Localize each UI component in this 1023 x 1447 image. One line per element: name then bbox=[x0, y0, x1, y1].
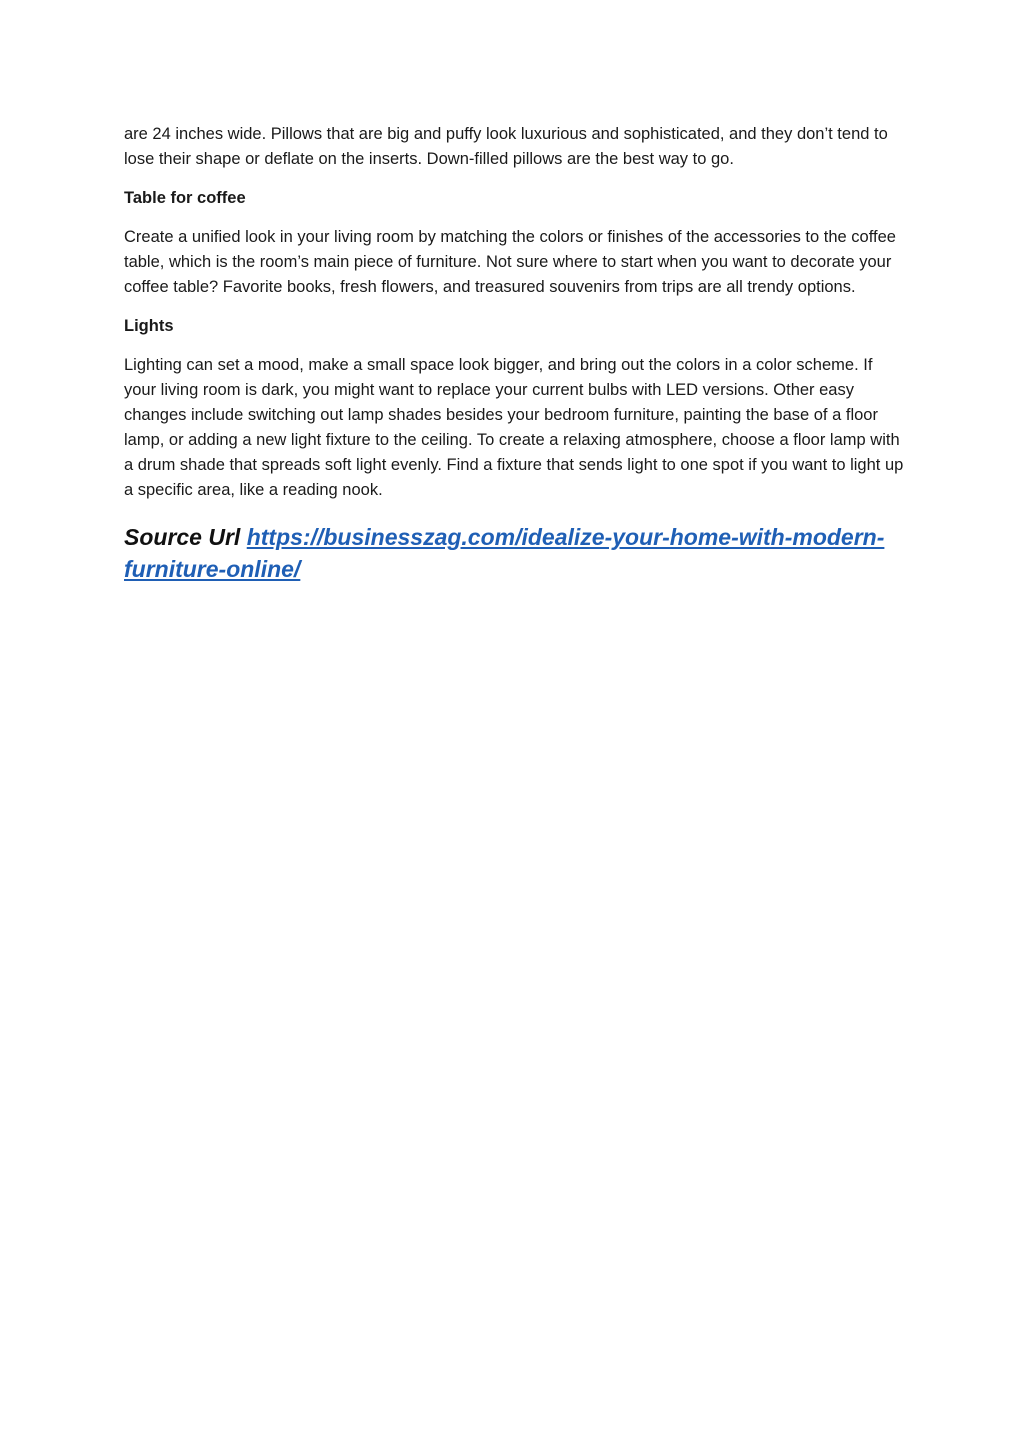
source-url-link[interactable]: https://businesszag.com/idealize-your-home-with-modern-furniture-online/ bbox=[124, 524, 885, 582]
intro-paragraph: are 24 inches wide. Pillows that are big and puffy look luxurious and sophisticated, and they don’t tend to lose their shape or deflate on the inserts. Down-filled pillows are the best way to go. bbox=[124, 125, 888, 168]
section-heading-coffee-table: Table for coffee bbox=[124, 189, 246, 207]
document-page bbox=[124, 122, 904, 585]
source-url-line bbox=[124, 521, 904, 585]
section-heading-lights: Lights bbox=[124, 317, 174, 335]
lights-paragraph: Lighting can set a mood, make a small space look bigger, and bring out the colors in a color scheme. If your living room is dark, you might want to replace your current bulbs with LED versions. Other easy changes include switching out lamp shades besides your bedroom furniture, painting the base of a floor lamp, or adding a new light fixture to the ceiling. To create a relaxing atmosphere, choose a floor lamp with a drum shade that spreads soft light evenly. Find a fixture that sends light to one spot if you want to light up a specific area, like a reading nook. bbox=[124, 356, 904, 499]
coffee-table-paragraph: Create a unified look in your living room by matching the colors or finishes of the accessories to the coffee table, which is the room’s main piece of furniture. Not sure where to start when you want to decorate your coffee table? Favorite books, fresh flowers, and treasured souvenirs from trips are all trendy options. bbox=[124, 228, 896, 296]
source-url-label: Source Url bbox=[124, 524, 241, 550]
